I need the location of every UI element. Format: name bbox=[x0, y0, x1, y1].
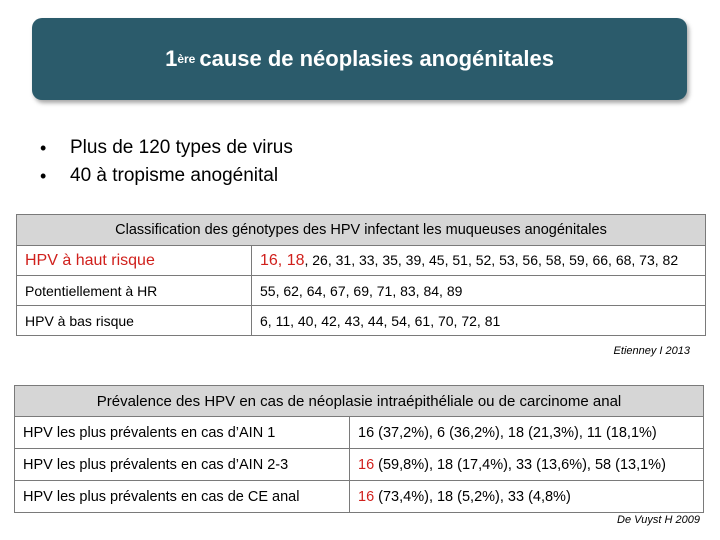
hpv-prevalence-table bbox=[14, 385, 704, 513]
row-value: 55, 62, 64, 67, 69, 71, 83, 84, 89 bbox=[252, 276, 706, 306]
bullet-list bbox=[40, 134, 293, 190]
row-value: 16 (37,2%), 6 (36,2%), 18 (21,3%), 11 (18,1%) bbox=[350, 417, 704, 449]
highlight-value: 16 bbox=[358, 488, 375, 505]
row-label: HPV les plus prévalents en cas d’AIN 1 bbox=[15, 417, 350, 449]
bullet-item bbox=[40, 134, 293, 162]
title-prefix: 1 bbox=[165, 46, 178, 71]
row-label: HPV les plus prévalents en cas de CE anal bbox=[15, 481, 350, 513]
table-row bbox=[17, 276, 706, 306]
row-label: HPV les plus prévalents en cas d’AIN 2-3 bbox=[15, 449, 350, 481]
highlight-value: 16, 18 bbox=[260, 251, 305, 269]
table-header: Prévalence des HPV en cas de néoplasie intraépithéliale ou de carcinome anal bbox=[15, 386, 704, 417]
value-text: (59,8%), 18 (17,4%), 33 (13,6%), 58 (13,1%) bbox=[374, 456, 666, 473]
table-header: Classification des génotypes des HPV infectant les muqueuses anogénitales bbox=[17, 215, 706, 246]
bullet-dot-icon: • bbox=[40, 166, 47, 186]
table-row bbox=[17, 246, 706, 276]
table-row bbox=[15, 449, 704, 481]
title-superscript: ère bbox=[177, 52, 196, 66]
table-row bbox=[15, 481, 704, 513]
bullet-text: 40 à tropisme anogénital bbox=[70, 165, 279, 186]
row-label: Potentiellement à HR bbox=[17, 276, 252, 306]
table-row bbox=[17, 306, 706, 336]
title-text: cause de néoplasies anogénitales bbox=[199, 46, 554, 71]
source-citation: De Vuyst H 2009 bbox=[617, 514, 700, 526]
bullet-dot-icon: • bbox=[40, 138, 47, 158]
table-header-row bbox=[15, 386, 704, 417]
value-text: (73,4%), 18 (5,2%), 33 (4,8%) bbox=[374, 488, 571, 505]
row-label: HPV à haut risque bbox=[17, 246, 252, 276]
bullet-text: Plus de 120 types de virus bbox=[70, 137, 293, 158]
row-value bbox=[350, 481, 704, 513]
source-citation: Etienney I 2013 bbox=[613, 345, 690, 357]
row-value bbox=[350, 449, 704, 481]
slide-title-banner bbox=[32, 18, 687, 100]
highlight-value: 16 bbox=[358, 456, 375, 473]
table-header-row bbox=[17, 215, 706, 246]
row-value: 6, 11, 40, 42, 43, 44, 54, 61, 70, 72, 81 bbox=[252, 306, 706, 336]
value-text: , 26, 31, 33, 35, 39, 45, 51, 52, 53, 56, 58, 59, 66, 68, 73, 82 bbox=[304, 251, 679, 268]
table-row bbox=[15, 417, 704, 449]
hpv-classification-table bbox=[16, 214, 706, 336]
bullet-item bbox=[40, 162, 293, 190]
row-value bbox=[252, 246, 706, 276]
row-label: HPV à bas risque bbox=[17, 306, 252, 336]
